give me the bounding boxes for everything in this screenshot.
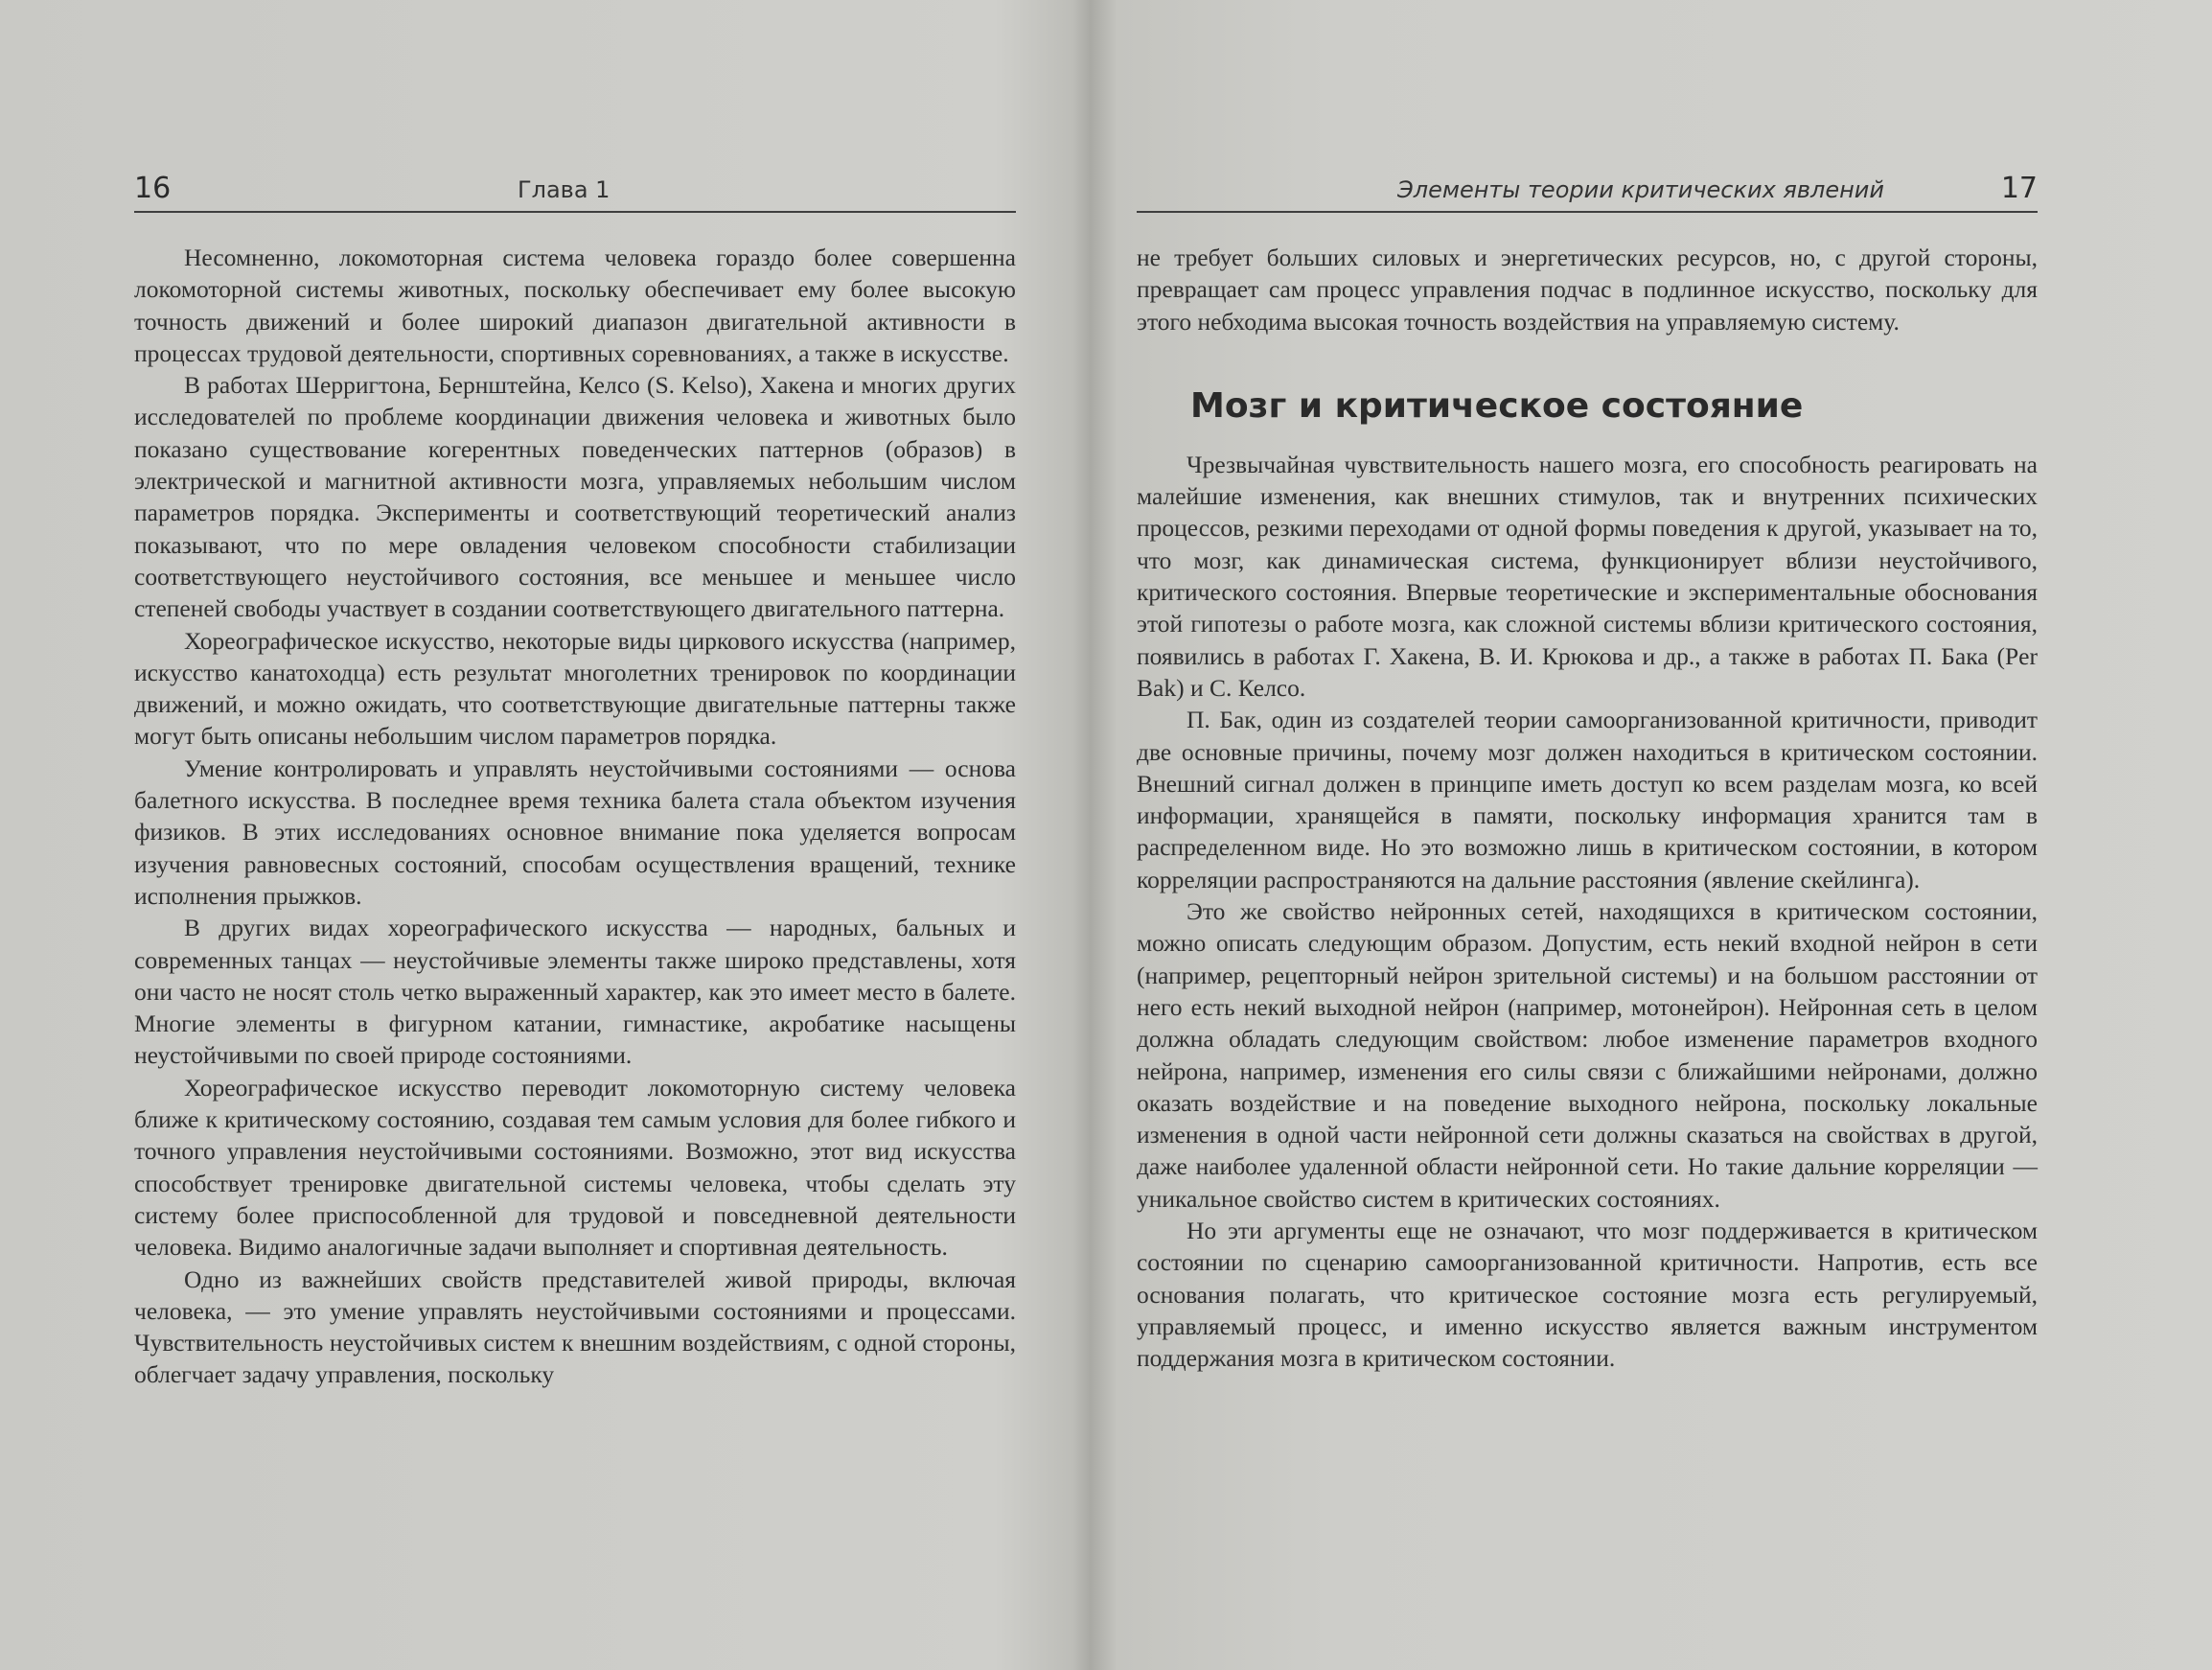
left-page	[0, 0, 1083, 1670]
paragraph: В работах Шерригтона, Бернштейна, Келсо (S. Kelso), Хакена и многих других исследователей по проблеме координации движения человека и животных было показано существование когерентных поведенческих паттернов (образов) в электрической и магнитной активности мозга, управляемых небольшим числом параметров порядка. Эксперименты и соответствующий теоретический анализ показывают, что по мере овладения человеком способности стабилизации соответствующего неустойчивого состояния, все меньшее и меньшее число степеней свободы участвует в создании соответствующего двигательного паттерна.	[134, 371, 1016, 623]
running-head: Элементы теории критических явлений	[1396, 176, 1884, 203]
right-page	[1083, 0, 2212, 1670]
left-page-header	[134, 165, 1016, 213]
paragraph: Чрезвычайная чувствительность нашего мозга, его способность реагировать на малейшие изменения, как внешних стимулов, так и внутренних психических процессов, резкими переходами от одной формы поведения к другой, указывает на то, что мозг, как динамическая система, функционирует вблизи неустойчивого, критического состояния. Впервые теоретические и экспериментальные обоснования этой гипотезы о работе мозга, как сложной системы вблизи критического состояния, появились в работах Г. Хакена, В. И. Крюкова и др., а также в работах П. Бака (Per Bak) и С. Келсо.	[1137, 450, 2038, 702]
continuation-paragraph: не требует больших силовых и энергетических ресурсов, но, с другой стороны, превращает сам процесс управления подчас в подлинное искусство, поскольку для этого небходима высокая точность воздействия на управляемую систему.	[1137, 244, 2038, 336]
paragraph: Но эти аргументы еще не означают, что мозг поддерживается в критическом состоянии по сценарию самоорганизованной критичности. Напротив, есть все основания полагать, что критическое состояние мозга есть регулируемый, управляемый процесс, и именно искусство является важным инструментом поддержания мозга в критическом состоянии.	[1137, 1217, 2038, 1373]
running-head: Глава 1	[518, 176, 611, 203]
paragraph: Несомненно, локомоторная система человека гораздо более совершенна локомоторной системы животных, поскольку обеспечивает ему более высокую точность движений и более широкий диапазон двигательной активности в процессах трудовой деятельности, спортивных соревнованиях, а также в искусстве.	[134, 244, 1016, 367]
paragraph: Хореографическое искусство переводит локомоторную систему человека ближе к критическому состоянию, создавая тем самым условия для более гибкого и точного управления неустойчивыми состояниями. Возможно, этот вид искусства способствует тренировке двигательной системы человека, чтобы сделать эту систему более приспособленной для трудовой и повседневной деятельности человека. Видимо аналогичные задачи выполняет и спортивная деятельность.	[134, 1073, 1016, 1262]
left-page-body	[134, 242, 1016, 1391]
page-number: 16	[134, 172, 172, 205]
right-page-header	[1137, 165, 2038, 213]
paragraph: Хореографическое искусство, некоторые виды циркового искусства (например, искусство канатоходца) есть результат многолетних тренировок по координации движений, и можно ожидать, что соответствующие двигательные паттерны также могут быть описаны небольшим числом параметров порядка.	[134, 626, 1016, 751]
right-page-body	[1137, 242, 2038, 1375]
section-title: Мозг и критическое состояние	[1190, 385, 1804, 426]
paragraph: В других видах хореографического искусства — народных, бальных и современных танцах — неустойчивые элементы также широко представлены, хотя они часто не носят столь четко выраженный характер, как это имеет место в балете. Многие элементы в фигурном катании, гимнастике, акробатике насыщены неустойчивыми по своей природе состояниями.	[134, 914, 1016, 1070]
paragraph: П. Бак, один из создателей теории самоорганизованной критичности, приводит две основные причины, почему мозг должен находиться в критическом состоянии. Внешний сигнал должен в принципе иметь доступ ко всем разделам мозга, ко всей информации, хранящейся в памяти, поскольку информация хранится там в распределенном виде. Но это возможно лишь в критическом состоянии, в котором корреляции распространяются на дальние расстояния (явление скейлинга).	[1137, 706, 2038, 893]
page-number: 17	[2000, 172, 2038, 205]
paragraph: Одно из важнейших свойств представителей живой природы, включая человека, — это умение управлять неустойчивыми состояниями и процессами. Чувствительность неустойчивых систем к внешним воздействиям, с одной стороны, облегчает задачу управления, поскольку	[134, 1264, 1016, 1389]
paragraph: Умение контролировать и управлять неустойчивыми состояниями — основа балетного искусства. В последнее время техника балета стала объектом изучения физиков. В этих исследованиях основное внимание пока уделяется вопросам изучения равновесных состояний, способам осуществления вращений, технике исполнения прыжков.	[134, 754, 1016, 910]
paragraph: Это же свойство нейронных сетей, находящихся в критическом состоянии, можно описать следующим образом. Допустим, есть некий входной нейрон в сети (например, рецепторный нейрон зрительной системы) и на большом расстоянии от него есть некий выходной нейрон (например, мотонейрон). Нейронная сеть в целом должна обладать следующим свойством: любое изменение параметров входного нейрона, например, изменения его силы связи с ближайшими нейронами, должно оказать воздействие и на поведение выходного нейрона, поскольку локальные изменения в одной части нейронной сети должны сказаться на свойствах в другой, даже наиболее удаленной области нейронной сети. Но такие дальние корреляции — уникальное свойство систем в критических состояниях.	[1137, 897, 2038, 1213]
